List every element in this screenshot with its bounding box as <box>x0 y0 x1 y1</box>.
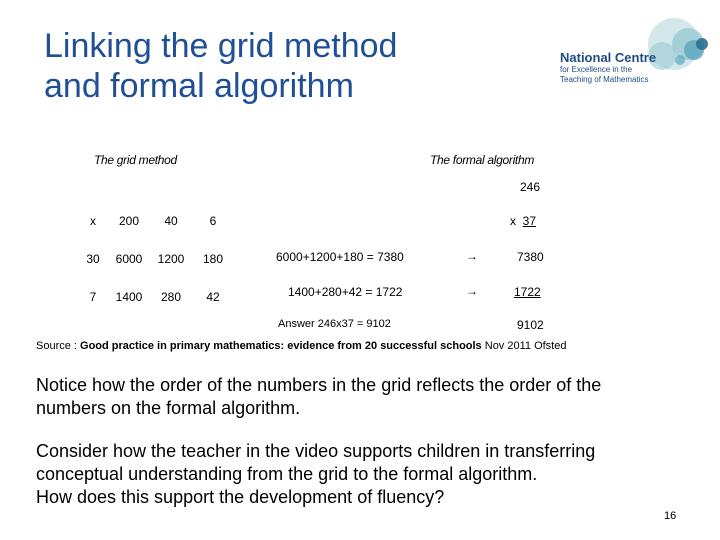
logo-sub-text-2: Teaching of Mathematics <box>560 75 649 84</box>
slide-title-line1: Linking the grid method <box>44 27 398 65</box>
logo-main-text: National Centre <box>560 50 657 65</box>
logo-sub-text-1: for Excellence in the <box>560 65 633 74</box>
algorithm-row1-result: 7380 <box>517 250 544 264</box>
grid-cell: 7 <box>89 290 97 304</box>
notice-paragraph: Notice how the order of the numbers in the grid reflects the order of the numbers on the formal algorithm. <box>36 375 602 418</box>
grid-cell: 200 <box>118 214 140 228</box>
algorithm-top-number: 246 <box>520 180 541 194</box>
algorithm-row1-sum: 6000+1200+180 = 7380 <box>276 250 404 264</box>
ncetm-logo <box>556 14 712 104</box>
grid-cell: 1200 <box>157 252 185 266</box>
grid-row <box>78 240 234 278</box>
algorithm-multiply-sign: x <box>510 214 516 228</box>
algorithm-answer-label: Answer 246x37 = 9102 <box>278 318 391 330</box>
source-suffix: Nov 2011 Ofsted <box>481 340 567 352</box>
grid-cell: 180 <box>202 252 224 266</box>
algorithm-multiplier: 37 <box>522 214 537 228</box>
grid-method-heading: The grid method <box>94 153 177 167</box>
source-prefix: Source : <box>36 340 81 352</box>
consider-paragraph-line2: How does this support the development of fluency? <box>36 487 445 507</box>
grid-cell: 6 <box>209 214 217 228</box>
grid-cell: 280 <box>160 290 182 304</box>
grid-cell: 1400 <box>115 290 143 304</box>
arrow-right-icon: → <box>466 249 478 263</box>
grid-row <box>78 278 234 316</box>
grid-cell: 30 <box>86 252 100 266</box>
algorithm-row2-result: 1722 <box>514 285 541 299</box>
grid-cell: 6000 <box>115 252 143 266</box>
consider-paragraph <box>36 440 676 509</box>
grid-cell: x <box>90 214 96 228</box>
slide-title <box>44 26 514 106</box>
arrow-right-icon: → <box>466 284 478 298</box>
algorithm-multiplier-line <box>510 214 536 228</box>
source-citation <box>36 340 566 352</box>
grid-cell: 42 <box>206 290 220 304</box>
formal-algorithm-heading: The formal algorithm <box>430 153 535 167</box>
grid-cell: 40 <box>164 214 178 228</box>
algorithm-answer-result: 9102 <box>517 318 544 332</box>
source-title: Good practice in primary mathematics: evidence from 20 successful schools <box>80 340 482 352</box>
slide-title-line2: and formal algorithm <box>44 67 354 105</box>
grid-header-row <box>78 202 234 240</box>
consider-paragraph-line1: Consider how the teacher in the video supports children in transferring conceptual understanding from the grid to the formal algorithm. <box>36 441 596 484</box>
page-number: 16 <box>664 510 677 522</box>
algorithm-row2-sum: 1400+280+42 = 1722 <box>288 285 403 299</box>
grid-method-table <box>78 202 234 316</box>
logo-text <box>560 50 656 85</box>
